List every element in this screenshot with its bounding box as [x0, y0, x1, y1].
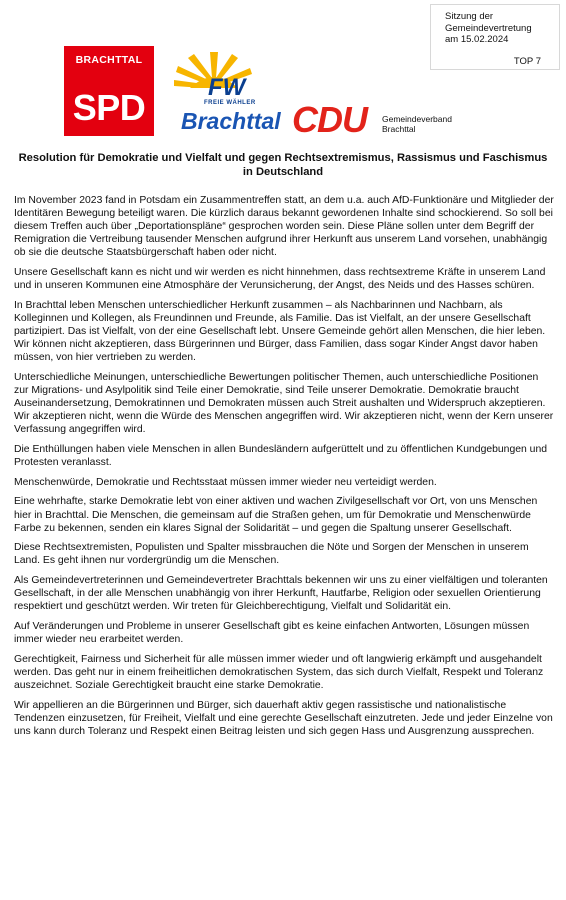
paragraph: Unterschiedliche Meinungen, unterschiedliche Bewertungen politischer Themen, auch unterschiedliche Positionen zur Migrations- und Asylpolitik sind Teile einer Demokratie, sind Teile unserer Demokratie. Demokratie braucht Auseinandersetzung, Demokratinnen und Demokraten müssen auch Streit aushalten und Widerspruch akzeptieren. Wir akzeptieren nicht, wenn die Würde des Menschen angegriffen wird. Wir akzeptieren nicht, wenn der Kern unserer Verfassung angegriffen wird.: [14, 371, 554, 436]
paragraph: Als Gemeindevertreterinnen und Gemeindevertreter Brachttals bekennen wir uns zu einer vielfältigen und toleranten Gesellschaft, in der alle Menschen unabhängig von ihrer Herkunft, Hautfarbe, Religion oder sexuellen Orientierung respektiert und geschützt werden. Wir treten für Gleichberechtigung, Vielfalt und Solidarität ein.: [14, 575, 548, 613]
paragraph: Unsere Gesellschaft kann es nicht und wir werden es nicht hinnehmen, dass rechtsextreme Kräfte in unserem Land und in unseren Kommunen eine Atmosphäre der Verunsicherung, der Angst, des Neids und des Hasses schüren.: [14, 267, 546, 292]
resolution-title: Resolution für Demokratie und Vielfalt und gegen Rechtsextremismus, Rassismus und Faschismus in Deutschland: [18, 152, 548, 178]
paragraph: Auf Veränderungen und Probleme in unserer Gesellschaft gibt es keine einfachen Antworten, Lösungen müssen immer wieder neu erarbeitet werden.: [14, 620, 530, 646]
cdu-logo-subtitle-line: Brachttal: [382, 124, 416, 134]
resolution-body: [14, 194, 554, 745]
paragraph: Menschenwürde, Demokratie und Rechtsstaat müssen immer wieder neu verteidigt werden.: [14, 476, 437, 488]
fw-logo-initials: FW: [208, 74, 246, 101]
fw-logo-place: Brachttal: [181, 108, 281, 134]
spd-logo-place: BRACHTTAL: [75, 54, 143, 66]
paragraph: Die Enthüllungen haben viele Menschen in allen Bundesländern aufgerüttelt und zu öffentlichen Kundgebungen und Protesten veranlasst.: [14, 443, 548, 469]
stamp-line: am 15.02.2024: [445, 34, 509, 45]
agenda-item: TOP 7: [513, 56, 541, 67]
fw-logo-subtitle: FREIE WÄHLER: [204, 100, 256, 106]
paragraph: In Brachttal leben Menschen unterschiedlicher Herkunft zusammen – als Nachbarinnen und Nachbarn, als Kolleginnen und Kollegen, als Freundinnen und Freunde, als Familie. Das ist Vielfalt, an der unsere Gesellschaft partizipiert. Das ist Vielfalt, von der eine Gesellschaft lebt. Unsere Gemeinde gehört allen Menschen, die hier leben. Wir können nicht akzeptieren, dass Bürgerinnen und Bürger, dass Familien, dass sogar Kinder Angst davor haben müssen, von hier vertrieben zu werden.: [14, 299, 546, 364]
paragraph: Im November 2023 fand in Potsdam ein Zusammentreffen statt, an dem u.a. auch AfD-Funktionäre und Mitglieder der Identitären Bewegung beteiligt waren. Die kürzlich daraus bekannt gewordenen Inhalte sind schockierend. So soll bei diesem Treffen auch über „Deportationspläne“ gesprochen worden sein. Diese Pläne sollen unter dem Begriff der Remigration die Vertreibung tausender Menschen aufgrund ihrer Herkunft aus unserem Land vorsehen, unabhängig ob sie die deutsche Staatsbürgerschaft haben oder nicht.: [14, 195, 554, 259]
cdu-logo-name: CDU: [292, 99, 367, 140]
paragraph: Gerechtigkeit, Fairness und Sicherheit für alle müssen immer wieder und oft langwierig erkämpft und ausgehandelt werden. Das geht nur in einem freiheitlichen demokratischen System, das sich durch Vielfalt, Respekt und Toleranz auszeichnet. Soziale Gerechtigkeit braucht eine starke Demokratie.: [14, 653, 544, 691]
paragraph: Eine wehrhafte, starke Demokratie lebt von einer aktiven und wachen Zivilgesellschaft vor Ort, von uns Menschen hier in Brachttal. Die Menschen, die gemeinsam auf die Straßen gehen, um für Demokratie und Menschenwürde Farbe zu bekennen, senden ein klares Signal der Solidarität – und gegen die Spaltung unserer Gesellschaft.: [14, 496, 538, 534]
stamp-line: Gemeindevertretung: [445, 22, 532, 34]
paragraph: Diese Rechtsextremisten, Populisten und Spalter missbrauchen die Nöte und Sorgen der Menschen in unserem Land. Es geht ihnen nur vordergründig um die Menschen.: [14, 542, 529, 567]
cdu-logo: [292, 99, 472, 142]
paragraph: Wir appellieren an die Bürgerinnen und Bürger, sich dauerhaft aktiv gegen rassistische und nationalistische Tendenzen einzusetzen, für Freiheit, Vielfalt und eine gerechte Gesellschaft einzutreten. Jede und jeder Einzelne von uns kann durch Toleranz und Respekt einen Beitrag leisten und sich gegen Hass und Ausgrenzung aussprechen.: [14, 699, 553, 737]
cdu-logo-subtitle: [382, 114, 452, 134]
cdu-logo-subtitle-line: Gemeindeverband: [382, 114, 452, 124]
spd-logo-name: SPD: [72, 87, 146, 128]
spd-logo: [64, 46, 154, 136]
freie-waehler-logo: [174, 48, 281, 134]
stamp-line: Sitzung der: [445, 11, 494, 22]
session-stamp: [430, 4, 560, 70]
